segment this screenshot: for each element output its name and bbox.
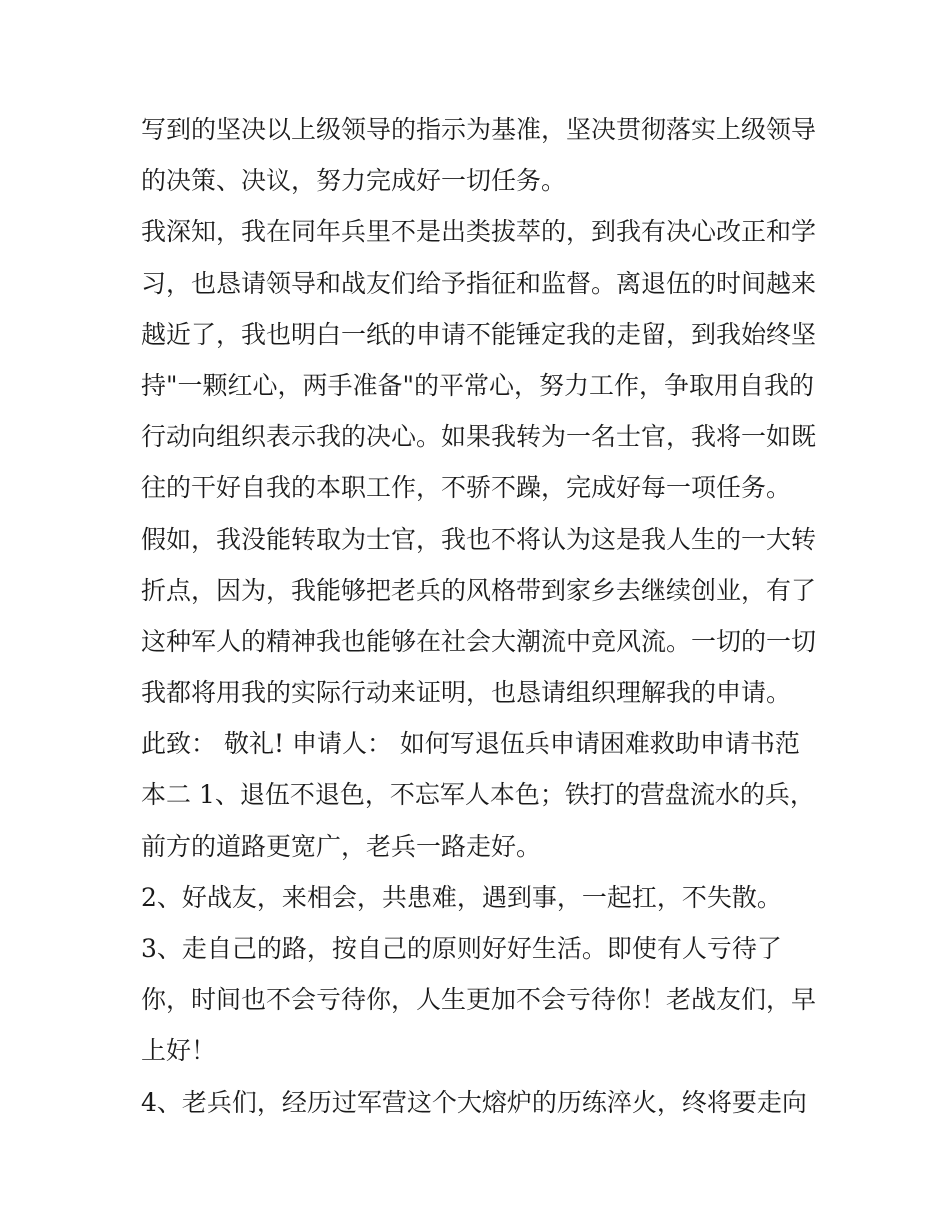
text-line: 我都将用我的实际行动来证明，也恳请组织理解我的申请。 xyxy=(141,678,792,708)
text-line: 的决策、决议，努力完成好一切任务。 xyxy=(141,166,567,196)
text-line: 行动向组织表示我的决心。如果我转为一名士官，我将一如既 xyxy=(141,422,817,452)
text-line: 折点，因为，我能够把老兵的风格带到家乡去继续创业，有了 xyxy=(141,575,817,605)
text-line: 写到的坚决以上级领导的指示为基准，坚决贯彻落实上级领导 xyxy=(141,115,817,144)
text-line: 往的干好自我的本职工作，不骄不躁，完成好每一项任务。 xyxy=(141,473,792,503)
document-body xyxy=(141,104,821,1128)
text-line: 3、走自己的路，按自己的原则好好生活。即使有人亏待了 xyxy=(141,934,782,963)
text-line: 持"一颗红心，两手准备"的平常心，努力工作，争取用自我的 xyxy=(141,370,815,400)
text-line: 2、好战友，来相会，共患难，遇到事，一起扛，不失散。 xyxy=(141,882,782,912)
text-line: 你，时间也不会亏待你，人生更加不会亏待你！老战友们，早 xyxy=(141,985,817,1015)
text-line: 前方的道路更宽广，老兵一路走好。 xyxy=(141,831,542,861)
text-line: 这种军人的精神我也能够在社会大潮流中竞风流。一切的一切 xyxy=(141,626,817,656)
text-line: 我深知，我在同年兵里不是出类拔萃的，到我有决心改正和学 xyxy=(141,217,817,247)
text-line: 假如，我没能转取为士官，我也不将认为这是我人生的一大转 xyxy=(141,524,817,554)
text-line: 此致： 敬礼! 申请人： 如何写退伍兵申请困难救助申请书范 xyxy=(141,729,800,759)
text-line: 越近了，我也明白一纸的申请不能锤定我的走留，到我始终坚 xyxy=(141,319,817,349)
text-line: 4、老兵们，经历过军营这个大熔炉的历练淬火，终将要走向 xyxy=(141,1087,807,1117)
text-line: 习，也恳请领导和战友们给予指征和监督。离退伍的时间越来 xyxy=(141,268,817,298)
text-line: 上好！ xyxy=(141,1036,217,1066)
text-line: 本二 1、退伍不退色，不忘军人本色；铁打的营盘流水的兵， xyxy=(141,780,815,810)
